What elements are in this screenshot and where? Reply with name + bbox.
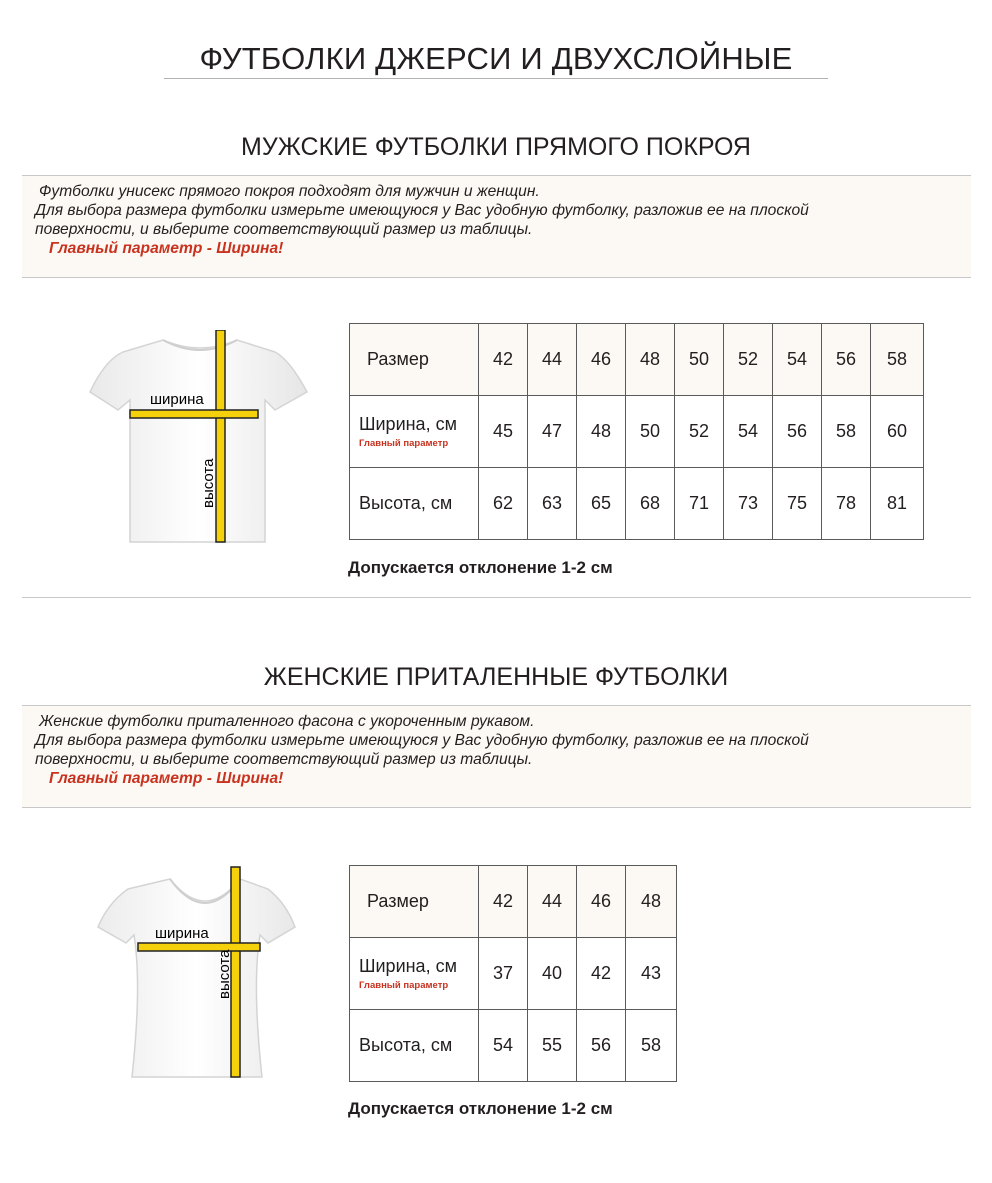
men-height-row [350, 468, 924, 540]
women-width-cell: 37 [479, 938, 528, 1010]
women-width-cell: 40 [528, 938, 577, 1010]
men-size-cell: 56 [822, 324, 871, 396]
men-height-cell: 68 [626, 468, 675, 540]
men-width-cell: 56 [773, 396, 822, 468]
men-size-cell: 50 [675, 324, 724, 396]
men-width-cell: 45 [479, 396, 528, 468]
women-size-row [350, 866, 677, 938]
women-height-row [350, 1010, 677, 1082]
men-size-cell: 46 [577, 324, 626, 396]
men-size-cell: 48 [626, 324, 675, 396]
women-info-panel [22, 705, 971, 808]
men-height-cell: 65 [577, 468, 626, 540]
men-height-cell: 78 [822, 468, 871, 540]
men-size-row [350, 324, 924, 396]
men-size-cell: 58 [871, 324, 924, 396]
women-width-cell: 42 [577, 938, 626, 1010]
men-size-cell: 44 [528, 324, 577, 396]
women-height-label: высота [216, 949, 233, 999]
women-size-table [349, 865, 677, 1082]
women-info-line2: Для выбора размера футболки измерьте имеющуюся у Вас удобную футболку, разложив ее на плоской [35, 732, 809, 749]
women-section-title: ЖЕНСКИЕ ПРИТАЛЕННЫЕ ФУТБОЛКИ [263, 663, 729, 691]
page-title: ФУТБОЛКИ ДЖЕРСИ И ДВУХСЛОЙНЫЕ [164, 40, 828, 79]
women-width-header-text: Ширина, см [359, 956, 457, 976]
men-size-cell: 54 [773, 324, 822, 396]
men-height-label: высота [200, 458, 217, 508]
women-size-cell: 48 [626, 866, 677, 938]
men-size-table [349, 323, 924, 540]
men-info-panel [22, 175, 971, 278]
men-info-line2: Для выбора размера футболки измерьте имеющуюся у Вас удобную футболку, разложив ее на плоской [35, 202, 809, 219]
men-width-cell: 50 [626, 396, 675, 468]
men-tshirt-illustration [85, 330, 315, 550]
men-height-tape [216, 330, 225, 542]
men-height-header: Высота, см [350, 468, 479, 540]
men-width-label: ширина [150, 391, 204, 408]
men-width-cell: 47 [528, 396, 577, 468]
men-tshirt-shape [90, 340, 307, 542]
women-info-line3: поверхности, и выберите соответствующий размер из таблицы. [35, 751, 533, 768]
women-width-cell: 43 [626, 938, 677, 1010]
women-height-cell: 58 [626, 1010, 677, 1082]
women-size-cell: 46 [577, 866, 626, 938]
men-size-cell: 52 [724, 324, 773, 396]
men-width-cell: 52 [675, 396, 724, 468]
men-width-row [350, 396, 924, 468]
men-tolerance-note: Допускается отклонение 1-2 см [348, 558, 613, 577]
men-info-line3: поверхности, и выберите соответствующий размер из таблицы. [35, 221, 533, 238]
women-tolerance-note: Допускается отклонение 1-2 см [348, 1099, 613, 1118]
men-size-header: Размер [350, 324, 479, 396]
men-height-cell: 81 [871, 468, 924, 540]
women-height-cell: 54 [479, 1010, 528, 1082]
men-height-cell: 73 [724, 468, 773, 540]
women-width-tape [138, 943, 260, 951]
women-size-cell: 44 [528, 866, 577, 938]
women-width-header [350, 938, 479, 1010]
women-height-cell: 55 [528, 1010, 577, 1082]
men-width-header-text: Ширина, см [359, 414, 457, 434]
men-height-cell: 71 [675, 468, 724, 540]
women-tshirt-illustration [90, 865, 305, 1085]
women-height-cell: 56 [577, 1010, 626, 1082]
women-width-row [350, 938, 677, 1010]
women-main-param-note: Главный параметр - Ширина! [49, 770, 284, 787]
men-section-title: МУЖСКИЕ ФУТБОЛКИ ПРЯМОГО ПОКРОЯ [241, 133, 751, 161]
women-main-param-label: Главный параметр [359, 980, 449, 991]
women-tshirt-shape [98, 879, 295, 1077]
women-size-header: Размер [350, 866, 479, 938]
men-height-cell: 62 [479, 468, 528, 540]
men-width-header [350, 396, 479, 468]
men-height-cell: 75 [773, 468, 822, 540]
men-height-cell: 63 [528, 468, 577, 540]
men-width-tape [130, 410, 258, 418]
men-size-cell: 42 [479, 324, 528, 396]
women-size-cell: 42 [479, 866, 528, 938]
men-width-cell: 60 [871, 396, 924, 468]
women-width-label: ширина [155, 925, 209, 942]
women-info-line1: Женские футболки приталенного фасона с укороченным рукавом. [39, 713, 535, 730]
men-main-param-note: Главный параметр - Ширина! [49, 240, 284, 257]
section-divider [22, 597, 971, 598]
men-info-line1: Футболки унисекс прямого покроя подходят для мужчин и женщин. [39, 183, 540, 200]
men-main-param-label: Главный параметр [359, 438, 449, 449]
men-width-cell: 58 [822, 396, 871, 468]
men-width-cell: 48 [577, 396, 626, 468]
women-height-header: Высота, см [350, 1010, 479, 1082]
men-width-cell: 54 [724, 396, 773, 468]
